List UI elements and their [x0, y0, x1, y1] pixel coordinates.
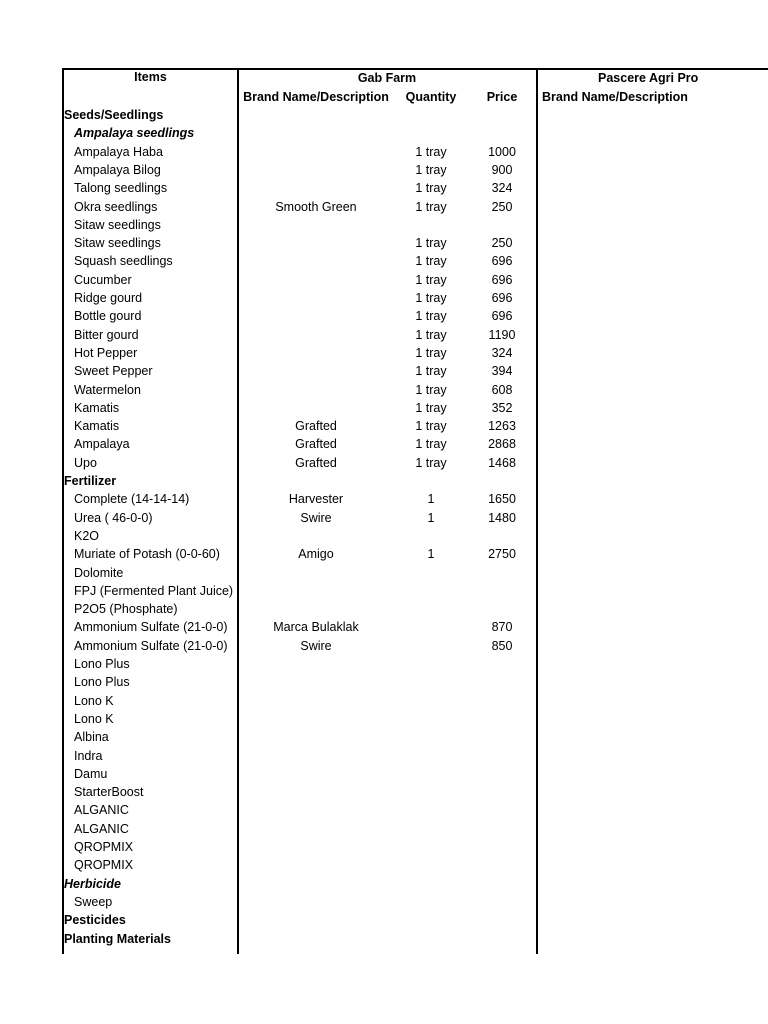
- item-name: Upo: [74, 456, 97, 470]
- item-name: Urea ( 46-0-0): [74, 511, 153, 525]
- item-name: StarterBoost: [74, 785, 144, 799]
- brand-cell: Marca Bulaklak: [273, 620, 359, 634]
- price-cell: 696: [491, 309, 513, 323]
- item-name: Sweet Pepper: [74, 364, 153, 378]
- quantity-cell: 1 tray: [415, 200, 447, 214]
- item-name: Ridge gourd: [74, 291, 143, 305]
- item-name: Albina: [74, 730, 109, 744]
- quantity-cell: 1 tray: [415, 254, 447, 268]
- item-name: Herbicide: [64, 877, 121, 891]
- item-name: Complete (14-14-14): [74, 492, 190, 506]
- item-name: Lono K: [74, 712, 114, 726]
- price-cell: 696: [491, 254, 513, 268]
- item-name: Bitter gourd: [74, 328, 139, 342]
- header-brand-pascere: Brand Name/Description: [542, 90, 688, 104]
- item-name: ALGANIC: [74, 822, 129, 836]
- price-cell: 250: [491, 200, 513, 214]
- item-name: Squash seedlings: [74, 254, 173, 268]
- item-name: FPJ (Fermented Plant Juice): [74, 584, 234, 598]
- item-name: Sitaw seedlings: [74, 236, 161, 250]
- item-name: Muriate of Potash (0-0-60): [74, 547, 220, 561]
- quantity-cell: 1 tray: [415, 456, 447, 470]
- item-name: Damu: [74, 767, 108, 781]
- item-name: Dolomite: [74, 566, 124, 580]
- brand-cell: Grafted: [295, 456, 337, 470]
- item-name: Lono Plus: [74, 675, 130, 689]
- price-cell: 2750: [488, 547, 516, 561]
- item-name: Lono K: [74, 694, 114, 708]
- item-name: Ampalaya Haba: [74, 145, 163, 159]
- brand-cell: Smooth Green: [275, 200, 357, 214]
- price-cell: 2868: [488, 437, 516, 451]
- header-gab-farm: Gab Farm: [357, 71, 417, 85]
- brand-cell: Swire: [300, 639, 332, 653]
- item-name: Kamatis: [74, 419, 120, 433]
- header-price-gab: Price: [486, 90, 518, 104]
- price-cell: 870: [491, 620, 513, 634]
- brand-cell: Grafted: [295, 437, 337, 451]
- item-name: Kamatis: [74, 401, 120, 415]
- price-cell: 696: [491, 273, 513, 287]
- price-cell: 608: [491, 383, 513, 397]
- price-cell: 1468: [488, 456, 516, 470]
- item-name: K2O: [74, 529, 100, 543]
- brand-cell: Swire: [300, 511, 332, 525]
- quantity-cell: 1 tray: [415, 145, 447, 159]
- item-name: Hot Pepper: [74, 346, 138, 360]
- item-name: Pesticides: [64, 913, 126, 927]
- quantity-cell: 1 tray: [415, 401, 447, 415]
- item-name: Bottle gourd: [74, 309, 142, 323]
- price-cell: 1480: [488, 511, 516, 525]
- quantity-cell: 1 tray: [415, 346, 447, 360]
- quantity-cell: 1: [427, 492, 435, 506]
- price-cell: 1650: [488, 492, 516, 506]
- header-pascere: Pascere Agri Pro: [598, 71, 699, 85]
- quantity-cell: 1 tray: [415, 309, 447, 323]
- quantity-cell: 1 tray: [415, 163, 447, 177]
- item-name: Ammonium Sulfate (21-0-0): [74, 620, 228, 634]
- price-cell: 1190: [488, 328, 516, 342]
- item-name: QROPMIX: [74, 840, 134, 854]
- price-cell: 900: [491, 163, 513, 177]
- header-brand-gab: Brand Name/Description: [243, 90, 389, 104]
- price-cell: 696: [491, 291, 513, 305]
- quantity-cell: 1 tray: [415, 364, 447, 378]
- column-divider-farm: [536, 68, 538, 954]
- price-cell: 324: [491, 346, 513, 360]
- price-cell: 850: [491, 639, 513, 653]
- item-name: Seeds/Seedlings: [64, 108, 164, 122]
- quantity-cell: 1: [427, 511, 435, 525]
- item-name: Sweep: [74, 895, 113, 909]
- item-name: Cucumber: [74, 273, 132, 287]
- price-cell: 1000: [488, 145, 516, 159]
- price-cell: 394: [491, 364, 513, 378]
- item-name: Watermelon: [74, 383, 141, 397]
- item-name: Ampalaya seedlings: [74, 126, 195, 140]
- brand-cell: Amigo: [298, 547, 334, 561]
- item-name: Indra: [74, 749, 103, 763]
- item-name: Fertilizer: [64, 474, 117, 488]
- item-name: Ampalaya Bilog: [74, 163, 161, 177]
- item-name: Sitaw seedlings: [74, 218, 161, 232]
- quantity-cell: 1 tray: [415, 437, 447, 451]
- header-quantity-gab: Quantity: [405, 90, 457, 104]
- quantity-cell: 1 tray: [415, 419, 447, 433]
- item-name: Okra seedlings: [74, 200, 158, 214]
- quantity-cell: 1 tray: [415, 181, 447, 195]
- quantity-cell: 1: [427, 547, 435, 561]
- header-items: Items: [134, 70, 167, 84]
- price-cell: 1263: [488, 419, 516, 433]
- item-name: Ammonium Sulfate (21-0-0): [74, 639, 228, 653]
- quantity-cell: 1 tray: [415, 383, 447, 397]
- item-name: Talong seedlings: [74, 181, 168, 195]
- item-name: Planting Materials: [64, 932, 171, 946]
- brand-cell: Grafted: [295, 419, 337, 433]
- item-name: ALGANIC: [74, 803, 129, 817]
- quantity-cell: 1 tray: [415, 291, 447, 305]
- quantity-cell: 1 tray: [415, 328, 447, 342]
- item-name: Lono Plus: [74, 657, 130, 671]
- brand-cell: Harvester: [288, 492, 344, 506]
- item-name: P2O5 (Phosphate): [74, 602, 178, 616]
- left-border: [62, 68, 64, 954]
- price-cell: 250: [491, 236, 513, 250]
- price-cell: 352: [491, 401, 513, 415]
- item-name: QROPMIX: [74, 858, 134, 872]
- quantity-cell: 1 tray: [415, 236, 447, 250]
- price-cell: 324: [491, 181, 513, 195]
- quantity-cell: 1 tray: [415, 273, 447, 287]
- item-name: Ampalaya: [74, 437, 130, 451]
